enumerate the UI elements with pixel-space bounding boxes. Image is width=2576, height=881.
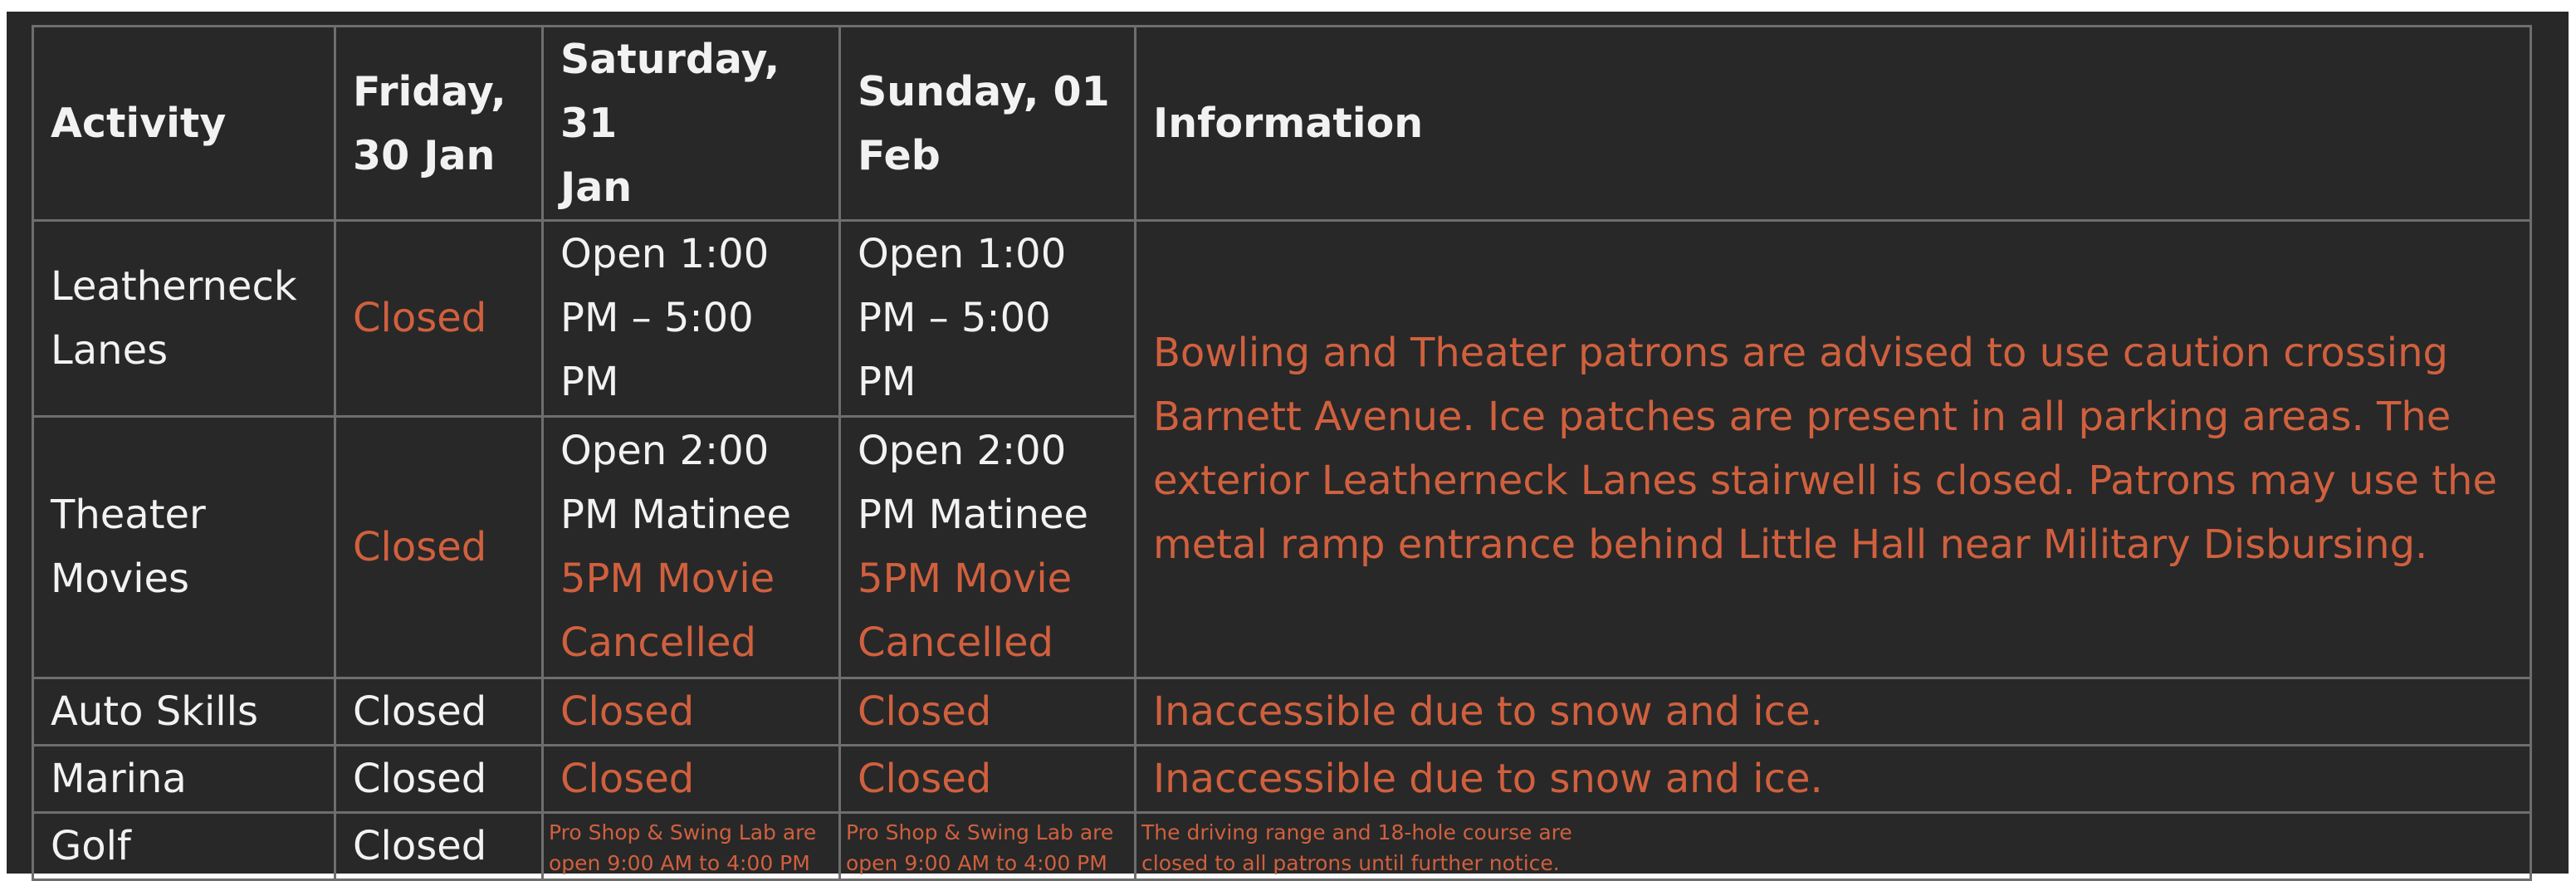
header-activity: Activity — [33, 27, 335, 221]
activity-theater-movies: Theater Movies — [33, 417, 335, 678]
marina-saturday-status: Closed — [543, 746, 840, 813]
table-row — [33, 813, 2531, 880]
golf-saturday-note: Pro Shop & Swing Lab are open 9:00 AM to 4:00 PM — [543, 813, 840, 880]
header-friday: Friday, 30 Jan — [335, 27, 543, 221]
activity-marina: Marina — [33, 746, 335, 813]
golf-information: The driving range and 18-hole course are closed to all patrons until further notice. — [1136, 813, 2531, 880]
lanes-saturday-hours: Open 1:00 PM – 5:00 PM — [543, 221, 840, 417]
lanes-friday-status: Closed — [335, 221, 543, 417]
activity-golf: Golf — [33, 813, 335, 880]
header-row — [33, 27, 2531, 221]
bowling-theater-information: Bowling and Theater patrons are advised to use caution crossing Barnett Avenue. Ice patches are present in all parking areas. The exterior Leatherneck Lanes stairwell is closed. Patrons may use the metal ramp entrance behind Little Hall near Military Disbursing. — [1136, 221, 2531, 678]
marina-information: Inaccessible due to snow and ice. — [1136, 746, 2531, 813]
table-row — [33, 221, 2531, 417]
theater-saturday-hours: Open 2:00 PM Matinee 5PM Movie Cancelled — [543, 417, 840, 678]
auto-information: Inaccessible due to snow and ice. — [1136, 678, 2531, 746]
golf-sunday-note: Pro Shop & Swing Lab are open 9:00 AM to 4:00 PM — [840, 813, 1136, 880]
theater-friday-status: Closed — [335, 417, 543, 678]
header-information: Information — [1136, 27, 2531, 221]
marina-sunday-status: Closed — [840, 746, 1136, 813]
lanes-sunday-hours: Open 1:00 PM – 5:00 PM — [840, 221, 1136, 417]
golf-friday-status: Closed — [335, 813, 543, 880]
auto-saturday-status: Closed — [543, 678, 840, 746]
auto-sunday-status: Closed — [840, 678, 1136, 746]
table-row — [33, 678, 2531, 746]
table-row — [33, 746, 2531, 813]
theater-sunday-hours: Open 2:00 PM Matinee 5PM Movie Cancelled — [840, 417, 1136, 678]
header-saturday: Saturday, 31 Jan — [543, 27, 840, 221]
marina-friday-status: Closed — [335, 746, 543, 813]
facility-schedule-table — [32, 25, 2532, 881]
auto-friday-status: Closed — [335, 678, 543, 746]
activity-auto-skills: Auto Skills — [33, 678, 335, 746]
header-sunday: Sunday, 01 Feb — [840, 27, 1136, 221]
activity-leatherneck-lanes: Leatherneck Lanes — [33, 221, 335, 417]
